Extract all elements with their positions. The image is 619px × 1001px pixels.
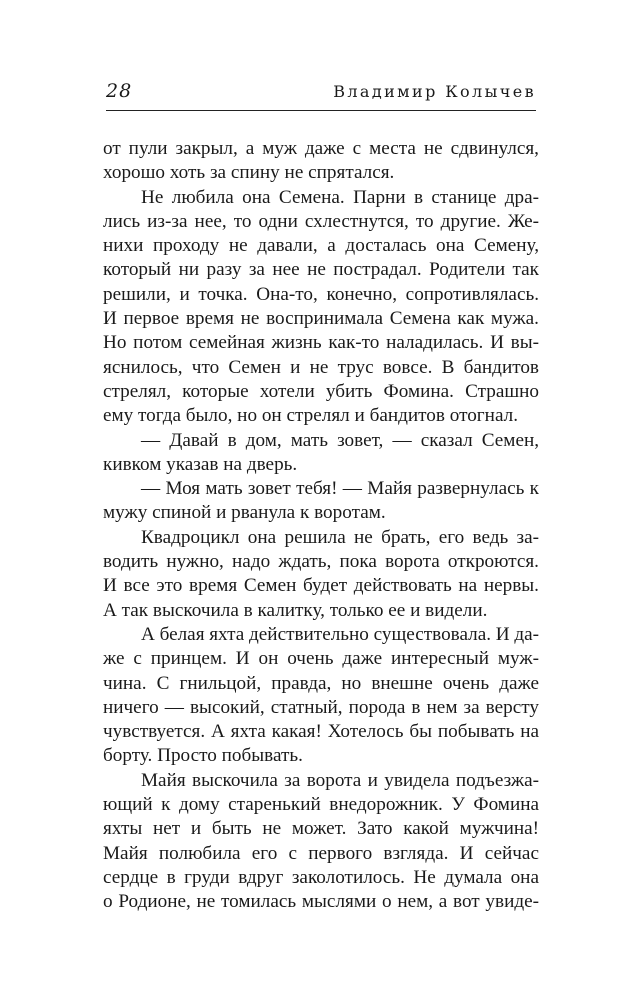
text-line: который ни разу за нее не пострадал. Родители так <box>103 259 539 281</box>
text-line: А так выскочила в калитку, только ее и видели. <box>103 599 488 621</box>
text-line: ему тогда было, но он стрелял и бандитов отогнал. <box>103 405 519 427</box>
text-line: И все это время Семен будет действовать на нервы. <box>103 575 539 597</box>
text-line: яснилось, что Семен и не трус вовсе. В бандитов <box>103 356 539 378</box>
running-head-author: Владимир Колычев <box>333 82 536 101</box>
text-line: Квадроцикл она решила не брать, его ведь за- <box>141 526 540 548</box>
text-line: решили, и точка. Она-то, конечно, сопротивлялась. <box>103 283 540 305</box>
text-line: Не любила она Семена. Парни в станице дра- <box>141 186 540 208</box>
text-line: ющий к дому старенький внедорожник. У Фомина <box>103 794 539 816</box>
text-line: от пули закрыл, а муж даже с места не сдвинулся, <box>103 138 539 159</box>
text-line: яхты нет и быть не может. Зато какой мужчина! <box>103 818 540 840</box>
text-line: — Давай в дом, мать зовет, — сказал Семен, <box>141 429 540 451</box>
text-line: хорошо хоть за спину не спрятался. <box>103 162 395 184</box>
text-line: И первое время не воспринимала Семена как мужа. <box>103 308 539 330</box>
text-line: сердце в груди вдруг заколотилось. Не думала она <box>103 866 539 888</box>
text-line: о Родионе, не томилась мыслями о нем, а вот увиде- <box>103 891 540 913</box>
text-line: чина. С гнильцой, правда, но внешне очень даже <box>103 672 540 694</box>
running-head <box>106 80 536 106</box>
text-line: лись из-за нее, то одни схлестнутся, то другие. Же- <box>103 210 540 232</box>
text-line: же с принцем. И он очень даже интересный муж- <box>103 648 539 670</box>
text-line: кивком указав на дверь. <box>103 453 298 475</box>
text-line: водить нужно, надо ждать, пока ворота откроются. <box>103 551 539 573</box>
text-line: Майя выскочила за ворота и увидела подъезжа- <box>141 769 540 791</box>
text-line: борту. Просто побывать. <box>103 745 303 767</box>
page-number: 28 <box>106 80 133 102</box>
text-line: — Моя мать зовет тебя! — Майя развернулась к <box>141 478 539 500</box>
text-line: мужу спиной и рванула к воротам. <box>103 502 386 524</box>
body-text <box>103 137 539 915</box>
header-rule <box>106 110 536 111</box>
text-line: ничего — высокий, статный, порода в нем за версту <box>103 696 539 718</box>
text-line: чувствуется. А яхта какая! Хотелось бы побывать на <box>103 721 540 743</box>
text-line: Но потом семейная жизнь как-то наладилась. И вы- <box>103 332 539 354</box>
text-line: Майя полюбила его с первого взгляда. И сейчас <box>103 842 539 864</box>
text-line: А белая яхта действительно существовала. И да- <box>141 623 539 645</box>
text-line: нихи проходу не давали, а досталась она Семену, <box>103 235 540 257</box>
text-line: стрелял, которые хотели убить Фомина. Страшно <box>103 380 540 402</box>
